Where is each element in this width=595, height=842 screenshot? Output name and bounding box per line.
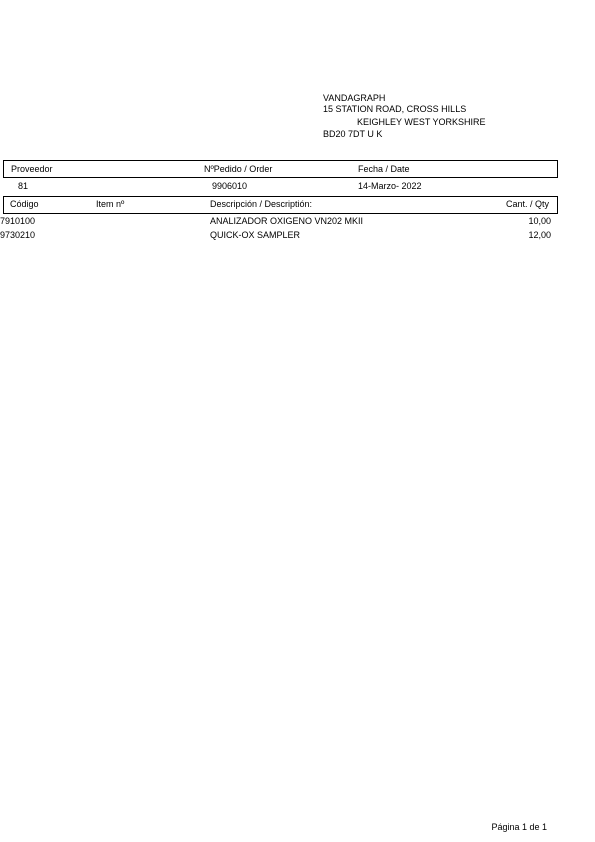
fecha-value: 14-Marzo- 2022 bbox=[358, 181, 422, 191]
proveedor-label: Proveedor bbox=[11, 164, 53, 174]
pedido-label: NºPedido / Order bbox=[204, 164, 273, 174]
address-line-postcode: BD20 7DT U K bbox=[323, 129, 383, 139]
item-descripcion: ANALIZADOR OXIGENO VN202 MKII bbox=[210, 216, 364, 226]
address-line-town: KEIGHLEY WEST YORKSHIRE bbox=[357, 117, 486, 127]
codigo-label: Código bbox=[10, 199, 39, 209]
cantidad-label: Cant. / Qty bbox=[505, 199, 549, 209]
page-number: Página 1 de 1 bbox=[491, 822, 547, 832]
address-line-street: 15 STATION ROAD, CROSS HILLS bbox=[323, 104, 467, 114]
order-header-box bbox=[3, 160, 558, 178]
proveedor-value: 81 bbox=[18, 181, 29, 191]
item-cantidad: 12,00 bbox=[528, 230, 551, 240]
item-cantidad: 10,00 bbox=[528, 216, 551, 226]
item-codigo: 9730210 bbox=[0, 230, 36, 240]
item-codigo: 7910100 bbox=[0, 216, 36, 226]
pedido-value: 9906010 bbox=[212, 181, 248, 191]
item-descripcion: QUICK-OX SAMPLER bbox=[210, 230, 301, 240]
item-label: Item nº bbox=[96, 199, 125, 209]
descripcion-label: Descripción / Descriptión: bbox=[210, 199, 313, 209]
fecha-label: Fecha / Date bbox=[358, 164, 410, 174]
address-line-company: VANDAGRAPH bbox=[323, 93, 386, 103]
